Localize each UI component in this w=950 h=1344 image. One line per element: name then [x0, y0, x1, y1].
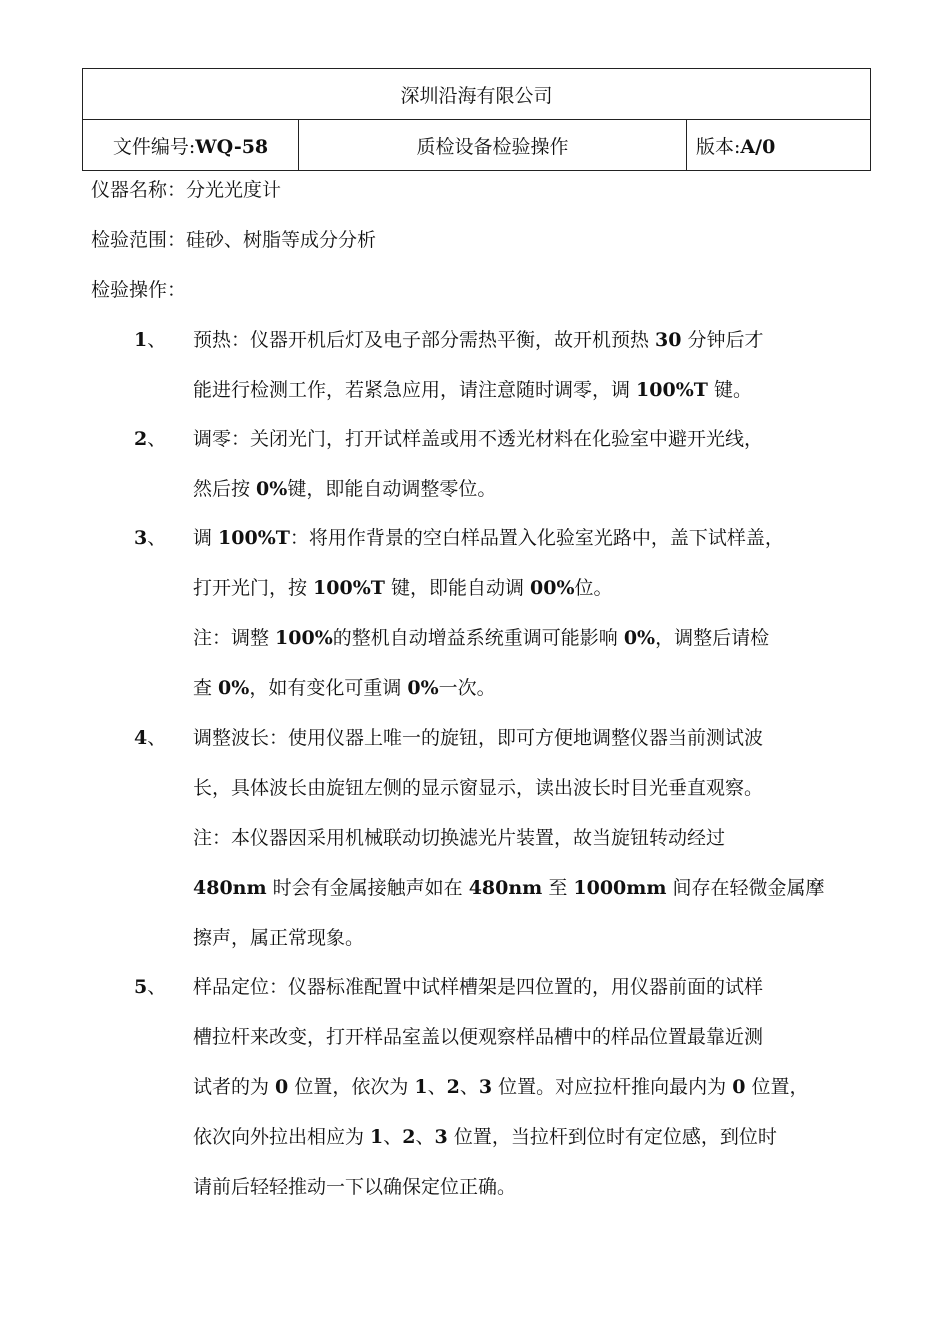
bold-text-run: 30	[655, 329, 682, 351]
doc-code-value: WQ-58	[195, 135, 269, 158]
step-line	[193, 414, 858, 464]
text-run: 位置。对应拉杆推向最内为	[492, 1076, 733, 1098]
text-run: 样品定位：仪器标准配置中试样槽架是四位置的，用仪器前面的试样	[193, 976, 764, 998]
text-run: 分钟后才	[681, 329, 764, 351]
text-run: 时会有金属接触声如在	[266, 877, 469, 899]
text-run: 位置，	[745, 1076, 809, 1098]
bold-text-run: 00%	[530, 577, 575, 599]
company-name: 深圳沿海有限公司	[83, 69, 871, 120]
step-line	[193, 962, 858, 1012]
step-line	[193, 464, 858, 514]
step-line	[193, 913, 858, 963]
text-run: 查	[193, 677, 219, 699]
text-run: 然后按	[193, 478, 257, 500]
bold-text-run: 3	[434, 1126, 448, 1148]
text-run: 间存在轻微金属摩	[666, 877, 825, 899]
text-run: 能进行检测工作，若紧急应用，请注意随时调零，调	[193, 379, 637, 401]
step-number: 4、	[134, 727, 167, 749]
text-run: 至	[542, 877, 574, 899]
text-run: ，如有变化可重调	[249, 677, 408, 699]
step-line	[193, 1112, 858, 1162]
step-line	[193, 513, 858, 563]
doc-code-cell	[83, 120, 299, 171]
text-run: 、	[427, 1076, 447, 1098]
text-run: 依次向外拉出相应为	[193, 1126, 371, 1148]
text-run: 注：调整	[193, 627, 276, 649]
text-run: ：将用作背景的空白样品置入化验室光路中，盖下试样盖，	[289, 527, 784, 549]
step-line	[193, 563, 858, 613]
step-text	[193, 414, 858, 514]
text-run: 调整波长：使用仪器上唯一的旋钮，即可方便地调整仪器当前测试波	[193, 727, 764, 749]
bold-text-run: 2	[402, 1126, 416, 1148]
step-number: 1、	[134, 329, 167, 351]
text-run: 位。	[574, 577, 613, 599]
text-run: 、	[383, 1126, 403, 1148]
bold-text-run: 0	[732, 1076, 746, 1098]
bold-text-run: 2	[446, 1076, 460, 1098]
text-run: 、	[459, 1076, 479, 1098]
step-text	[193, 513, 858, 713]
text-run: 键。	[707, 379, 752, 401]
document-header-table	[82, 68, 871, 171]
text-run: 位置，依次为	[288, 1076, 415, 1098]
step-line	[193, 813, 858, 863]
text-run: 键，即能自动调整零位。	[287, 478, 497, 500]
step-line	[193, 663, 858, 713]
step-text	[193, 962, 858, 1212]
text-run: 的整机自动增益系统重调可能影响	[332, 627, 624, 649]
step-line	[193, 1012, 858, 1062]
step-number: 3、	[134, 527, 167, 549]
step-line	[193, 1062, 858, 1112]
operation-heading: 检验操作：	[91, 279, 187, 301]
text-run: 调零：关闭光门，打开试样盖或用不透光材料在化验室中避开光线，	[193, 428, 764, 450]
bold-text-run: 100%	[275, 627, 333, 649]
bold-text-run: 0	[275, 1076, 289, 1098]
text-run: 调	[193, 527, 219, 549]
doc-title: 质检设备检验操作	[299, 120, 687, 171]
text-run: 请前后轻轻推动一下以确保定位正确。	[193, 1176, 517, 1198]
bold-text-run: 0%	[256, 478, 288, 500]
bold-text-run: 480nm	[468, 877, 543, 899]
bold-text-run: 100%T	[313, 577, 385, 599]
bold-text-run: 3	[478, 1076, 493, 1098]
doc-code-label: 文件编号:	[112, 135, 196, 158]
step-line	[193, 763, 858, 813]
bold-text-run: 1	[370, 1126, 384, 1148]
step-line	[193, 365, 858, 415]
text-run: 预热：仪器开机后灯及电子部分需热平衡，故开机预热	[193, 329, 656, 351]
version-label: 版本:	[696, 135, 741, 158]
step-line	[193, 863, 858, 913]
text-run: 键，即能自动调	[384, 577, 530, 599]
bold-text-run: 480nm	[193, 877, 267, 899]
bold-text-run: 0%	[623, 627, 656, 649]
text-run: 槽拉杆来改变，打开样品室盖以便观察样品槽中的样品位置最靠近测	[193, 1026, 764, 1048]
bold-text-run: 0%	[407, 677, 439, 699]
bold-text-run: 0%	[218, 677, 250, 699]
inspection-scope: 检验范围：硅砂、树脂等成分分析	[91, 229, 377, 251]
version-value: A/0	[740, 135, 776, 158]
text-run: 试者的为	[193, 1076, 276, 1098]
bold-text-run: 100%T	[218, 527, 290, 549]
bold-text-run: 100%T	[636, 379, 708, 401]
instrument-name: 仪器名称：分光光度计	[91, 179, 282, 201]
text-run: 位置，当拉杆到位时有定位感，到位时	[447, 1126, 777, 1148]
bold-text-run: 1	[414, 1076, 428, 1098]
step-line	[193, 713, 858, 763]
text-run: 打开光门，按	[193, 577, 314, 599]
text-run: 注：本仪器因采用机械联动切换滤光片装置，故当旋钮转动经过	[193, 827, 726, 849]
text-run: 长，具体波长由旋钮左侧的显示窗显示，读出波长时目光垂直观察。	[193, 777, 764, 799]
step-number: 2、	[134, 428, 167, 450]
step-text	[193, 315, 858, 415]
step-number: 5、	[134, 976, 167, 998]
text-run: 、	[415, 1126, 435, 1148]
step-line	[193, 613, 858, 663]
text-run: ，调整后请检	[655, 627, 770, 649]
text-run: 擦声，属正常现象。	[193, 927, 365, 949]
step-line	[193, 1162, 858, 1212]
version-cell	[687, 120, 871, 171]
step-line	[193, 315, 858, 365]
text-run: 一次。	[438, 677, 496, 699]
bold-text-run: 1000mm	[573, 877, 667, 899]
step-text	[193, 713, 858, 963]
